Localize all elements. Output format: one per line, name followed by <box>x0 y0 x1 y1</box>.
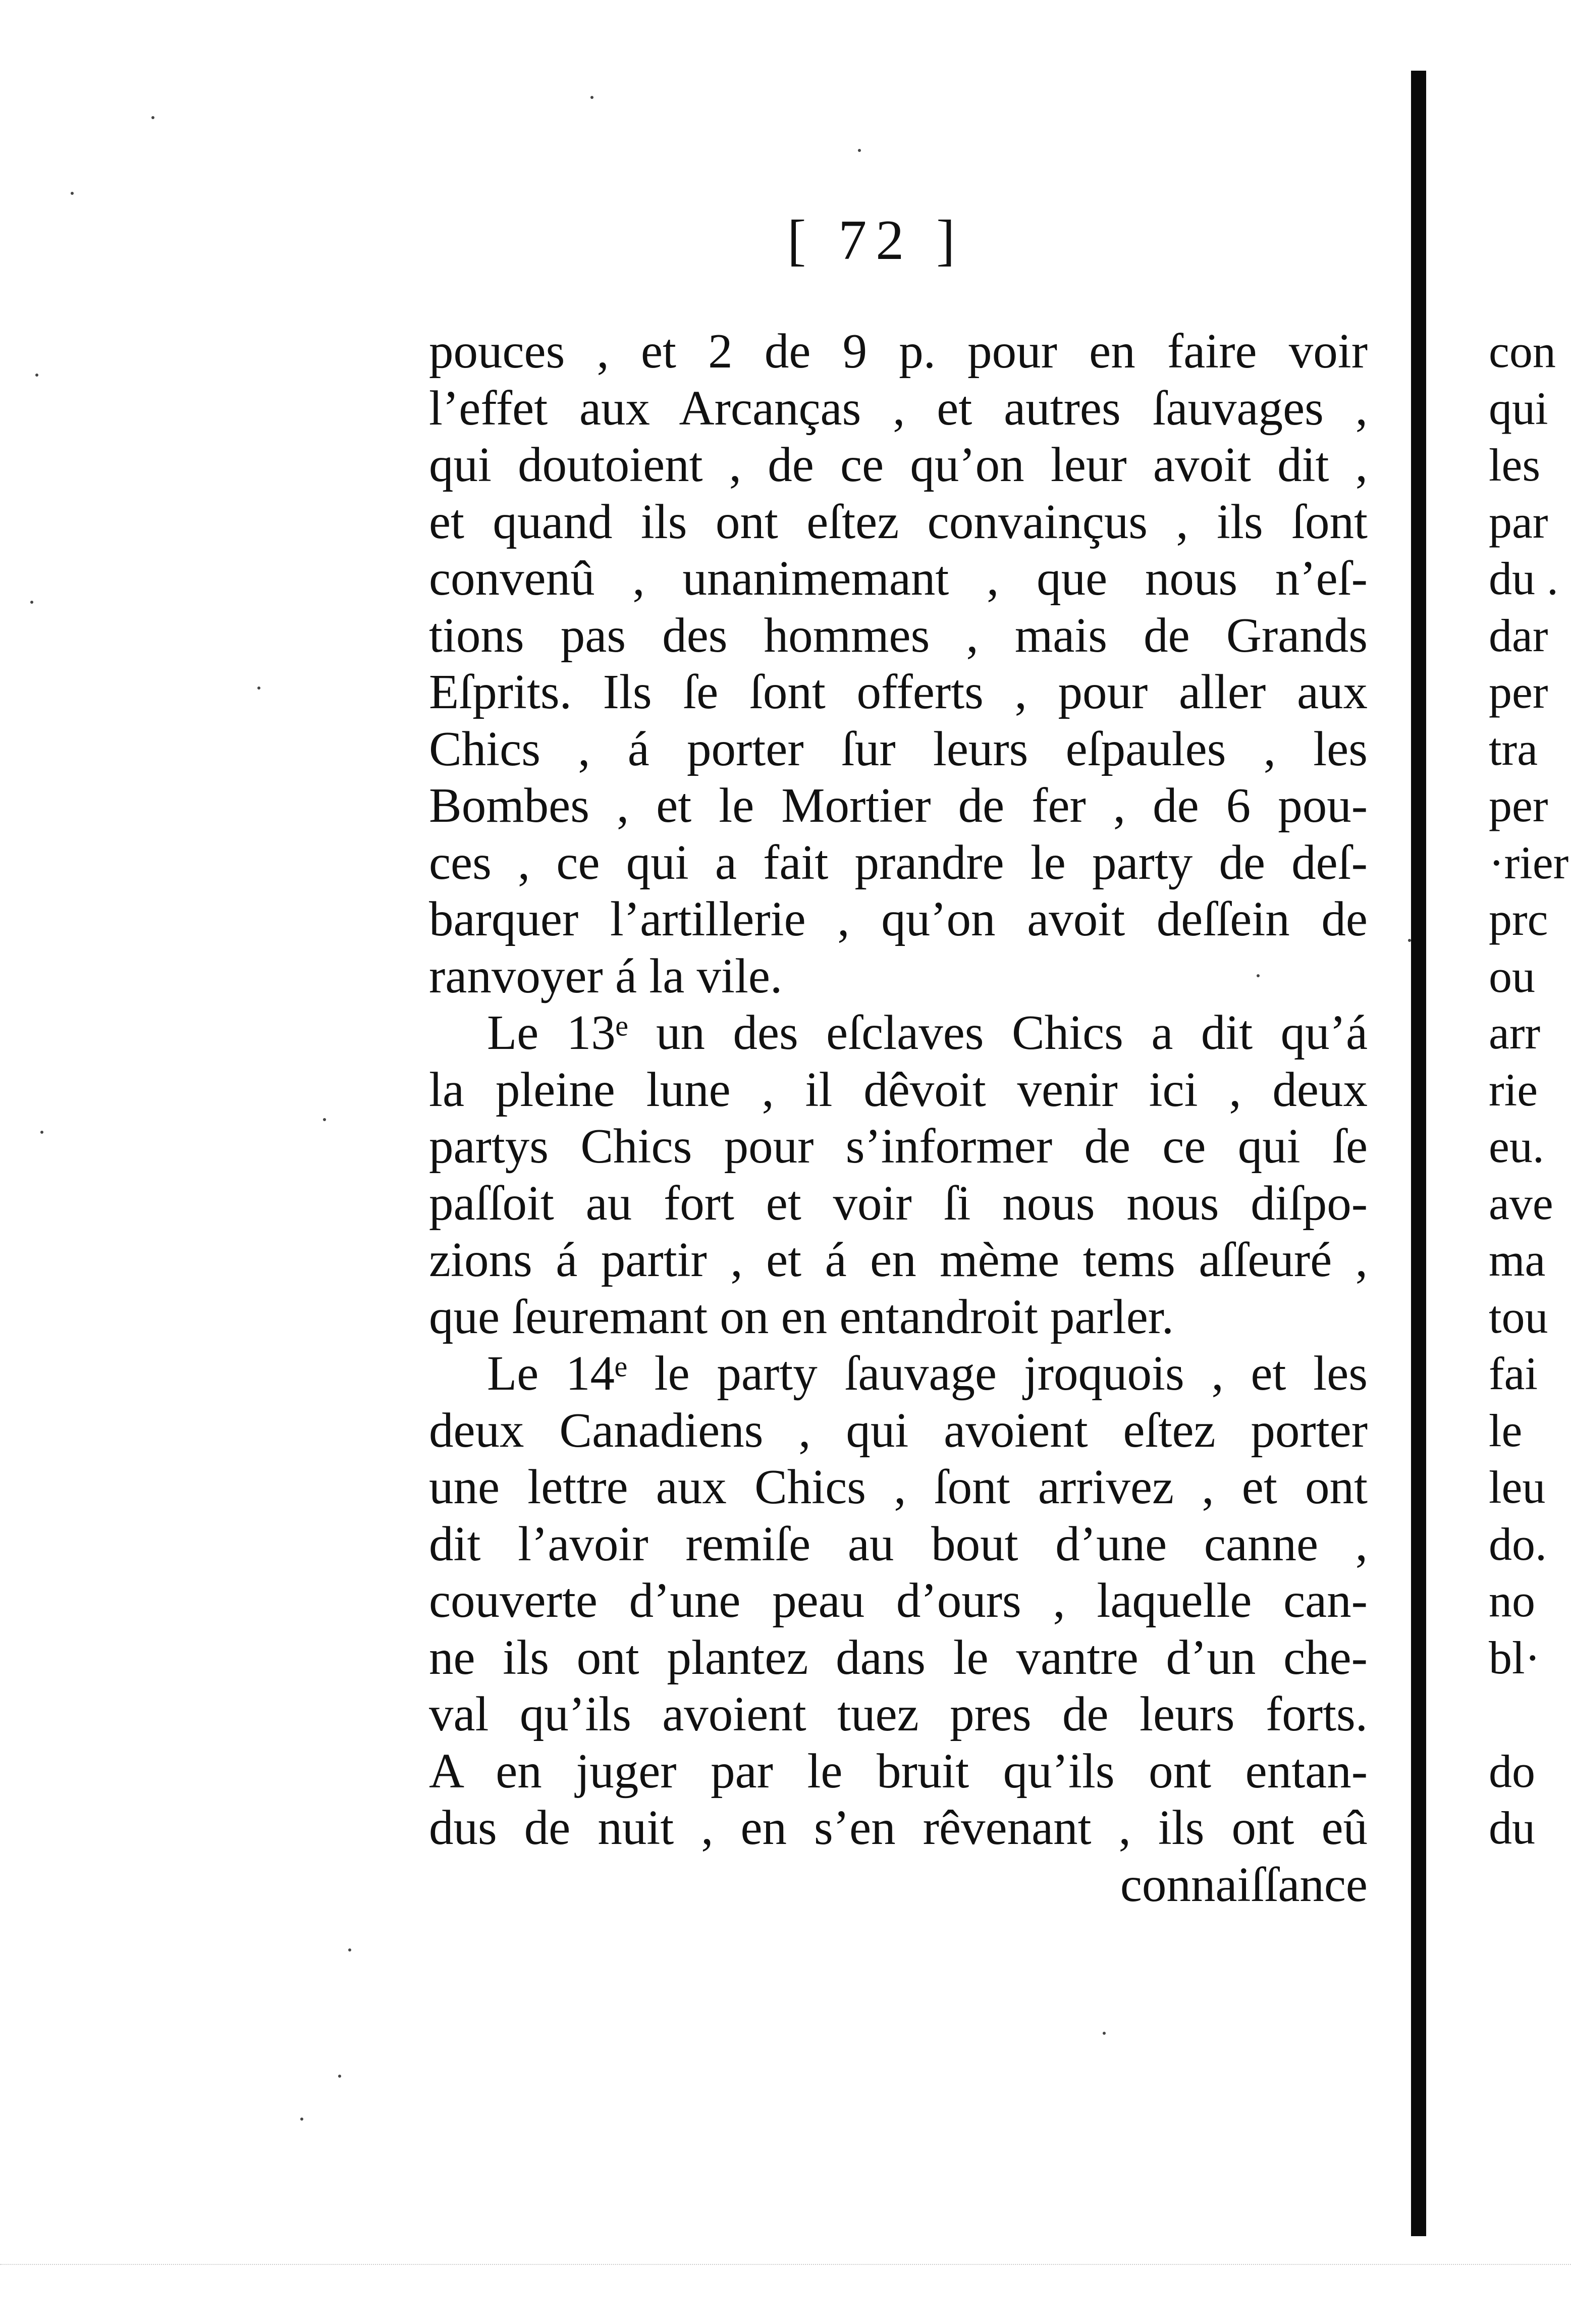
text-line: zions á partir , et á en mème tems aſſeuré , <box>429 1233 1368 1287</box>
text-line: ranvoyer á la vile. <box>429 948 783 1003</box>
scan-speck <box>348 1948 351 1951</box>
text-line: une lettre aux Chics , ſont arrivez , et ont <box>429 1460 1368 1514</box>
facing-line: no <box>1489 1575 1535 1626</box>
text-line: dus de nuit , en s’en rêvenant , ils ont eû <box>429 1801 1368 1855</box>
facing-line: tou <box>1489 1291 1548 1343</box>
facing-line: qui <box>1489 382 1548 434</box>
text-line: dit l’avoir remiſe au bout d’une canne , <box>429 1516 1368 1571</box>
facing-line: fai <box>1489 1348 1538 1399</box>
scan-speck <box>323 1118 326 1121</box>
facing-line: arr <box>1489 1007 1541 1059</box>
scan-speck <box>71 192 74 195</box>
facing-line: dar <box>1489 609 1548 661</box>
facing-line: ·rier <box>1489 836 1569 888</box>
facing-page-fragments <box>1489 323 1571 1857</box>
facing-line: ave <box>1489 1177 1553 1229</box>
catchword: connaiſſance <box>1120 1857 1368 1912</box>
facing-line: ma <box>1489 1234 1546 1286</box>
scan-speck <box>40 1131 43 1134</box>
facing-line: les <box>1489 439 1541 491</box>
text-line: Bombes , et le Mortier de fer , de 6 pou- <box>429 778 1368 832</box>
text-line: ces , ce qui a fait prandre le party de deſ- <box>429 835 1368 889</box>
text-line: pouces , et 2 de 9 p. pour en faire voir <box>429 324 1368 378</box>
facing-line: du <box>1489 1802 1535 1854</box>
facing-line: do <box>1489 1745 1535 1797</box>
text-line: Eſprits. Ils ſe ſont offerts , pour aller aux <box>429 665 1368 719</box>
page-bottom-edge <box>0 2264 1571 2266</box>
facing-line: eu. <box>1489 1121 1544 1172</box>
text-line: que ſeuremant on en entandroit parler. <box>429 1289 1174 1344</box>
scan-speck <box>590 96 593 99</box>
scan-speck <box>151 116 154 119</box>
text-line: paſſoit au fort et voir ſi nous nous diſpo- <box>429 1176 1368 1230</box>
paragraph-start-line: Le 14ᵉ le party ſauvage jroquois , et les <box>487 1346 1368 1400</box>
facing-line: con <box>1489 326 1556 377</box>
text-line: tions pas des hommes , mais de Grands <box>429 608 1368 662</box>
facing-line: do. <box>1489 1518 1547 1570</box>
facing-line: per <box>1489 780 1548 831</box>
main-text-block <box>429 323 1368 1913</box>
scan-speck <box>1257 974 1260 977</box>
facing-line: par <box>1489 496 1548 548</box>
scan-speck <box>1103 2032 1106 2035</box>
text-line: et quand ils ont eſtez convainçus , ils ſont <box>429 494 1368 549</box>
page-number: [ 72 ] <box>787 209 964 272</box>
text-line: val qu’ils avoient tuez pres de leurs forts. <box>429 1687 1368 1741</box>
facing-line: leu <box>1489 1461 1546 1513</box>
scan-speck <box>35 374 38 377</box>
scan-speck <box>300 2118 303 2121</box>
facing-line: prc <box>1489 893 1548 945</box>
facing-line: ou <box>1489 950 1535 1002</box>
text-line: l’effet aux Arcanças , et autres ſauvages , <box>429 381 1368 435</box>
text-line: ne ils ont plantez dans le vantre d’un che- <box>429 1630 1368 1684</box>
text-line: partys Chics pour s’informer de ce qui ſe <box>429 1119 1368 1173</box>
facing-line: bl· <box>1489 1631 1541 1683</box>
scan-speck <box>1408 939 1411 942</box>
text-line: qui doutoient , de ce qu’on leur avoit dit , <box>429 438 1368 492</box>
facing-line: du . <box>1489 553 1558 604</box>
scan-speck <box>338 2075 341 2078</box>
facing-line: per <box>1489 666 1548 718</box>
scan-speck <box>858 149 861 152</box>
text-line: la pleine lune , il dêvoit venir ici , deux <box>429 1062 1368 1117</box>
facing-line: rie <box>1489 1064 1538 1116</box>
gutter-shadow <box>1411 71 1426 2236</box>
facing-line: tra <box>1489 723 1538 775</box>
scan-speck <box>257 686 260 690</box>
scan-speck <box>30 601 33 604</box>
text-line: A en juger par le bruit qu’ils ont entan- <box>429 1744 1368 1798</box>
facing-line: le <box>1489 1404 1523 1456</box>
text-line: convenû , unanimemant , que nous n’eſ- <box>429 551 1368 605</box>
facing-line <box>1489 1686 1571 1743</box>
text-line: barquer l’artillerie , qu’on avoit deſſein de <box>429 892 1368 946</box>
text-line: deux Canadiens , qui avoient eſtez porter <box>429 1403 1368 1457</box>
text-line: Chics , á porter ſur leurs eſpaules , les <box>429 721 1368 776</box>
text-line: couverte d’une peau d’ours , laquelle can- <box>429 1573 1368 1627</box>
paragraph-start-line: Le 13ᵉ un des eſclaves Chics a dit qu’á <box>487 1006 1368 1060</box>
